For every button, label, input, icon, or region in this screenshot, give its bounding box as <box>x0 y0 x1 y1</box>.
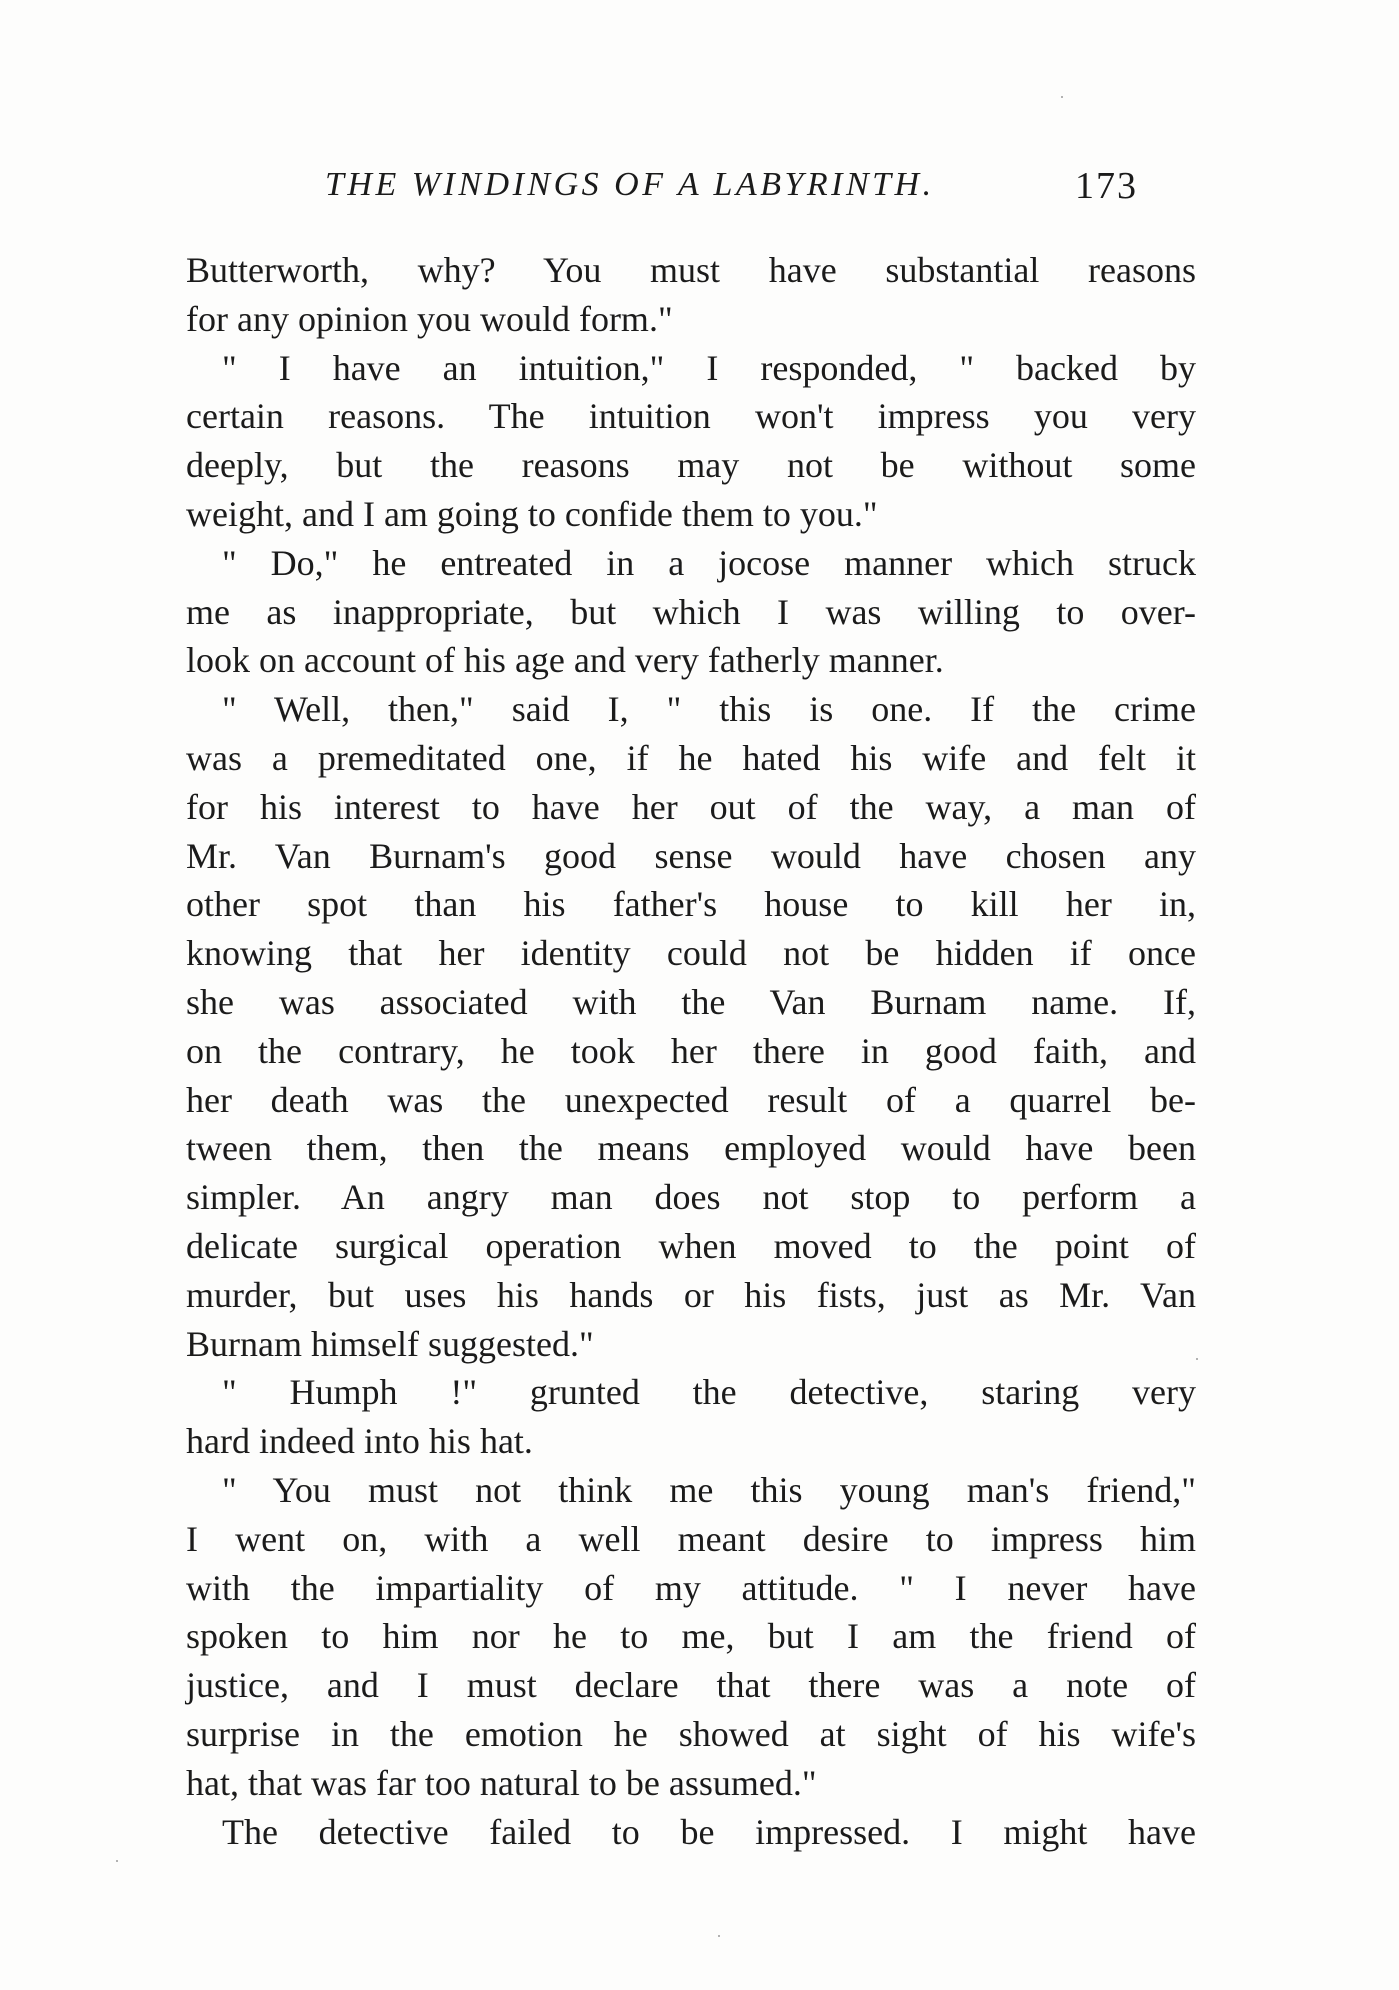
running-head-title: THE WINDINGS OF A LABYRINTH. <box>325 166 935 203</box>
text-line: I went on, with a well meant desire to impress him <box>186 1518 1196 1559</box>
text-line: The detective failed to be impressed. I might have <box>222 1811 1196 1852</box>
text-line: with the impartiality of my attitude. " I never have <box>186 1567 1196 1608</box>
text-line: for any opinion you would form." <box>186 298 673 339</box>
text-line: weight, and I am going to confide them to you." <box>186 493 878 534</box>
text-line: Butterworth, why? You must have substantial reasons <box>186 250 1196 290</box>
text-line: other spot than his father's house to kill her in, <box>186 884 1196 925</box>
text-line: " You must not think me this young man's friend," <box>222 1469 1196 1510</box>
paper-speck <box>1061 96 1063 98</box>
text-line: surprise in the emotion he showed at sight of his wife's <box>186 1713 1196 1754</box>
text-line: " Do," he entreated in a jocose manner which struck <box>222 542 1196 583</box>
page-number: 173 <box>1075 165 1138 207</box>
text-line: her death was the unexpected result of a quarrel be- <box>186 1079 1196 1120</box>
text-line: me as inappropriate, but which I was willing to over- <box>186 591 1196 632</box>
running-head <box>325 158 1225 218</box>
text-line: she was associated with the Van Burnam name. If, <box>186 981 1196 1022</box>
paper-speck <box>116 1860 118 1862</box>
text-line: Burnam himself suggested." <box>186 1323 594 1364</box>
body-text <box>186 246 1196 1856</box>
text-line: delicate surgical operation when moved to the point of <box>186 1225 1196 1266</box>
text-line: look on account of his age and very fatherly manner. <box>186 640 944 681</box>
text-line: " I have an intuition," I responded, " backed by <box>222 347 1196 388</box>
paper-speck <box>718 1935 720 1937</box>
text-line: spoken to him nor he to me, but I am the friend of <box>186 1616 1196 1657</box>
text-line: murder, but uses his hands or his fists, just as Mr. Van <box>186 1274 1196 1315</box>
text-line: hat, that was far too natural to be assumed." <box>186 1762 817 1803</box>
text-line: " Humph !" grunted the detective, staring very <box>222 1372 1196 1413</box>
text-line: certain reasons. The intuition won't impress you very <box>186 396 1196 437</box>
text-line: on the contrary, he took her there in good faith, and <box>186 1030 1196 1071</box>
text-line: was a premeditated one, if he hated his wife and felt it <box>186 737 1196 778</box>
text-line: tween them, then the means employed would have been <box>186 1128 1196 1169</box>
text-line: Mr. Van Burnam's good sense would have chosen any <box>186 835 1196 876</box>
text-line: " Well, then," said I, " this is one. If the crime <box>222 689 1196 730</box>
text-line: hard indeed into his hat. <box>186 1421 533 1462</box>
text-line: for his interest to have her out of the way, a man of <box>186 786 1196 827</box>
text-line: simpler. An angry man does not stop to perform a <box>186 1177 1196 1218</box>
paper-speck <box>1196 1358 1198 1360</box>
text-line: justice, and I must declare that there was a note of <box>186 1665 1196 1706</box>
text-line: deeply, but the reasons may not be without some <box>186 445 1196 486</box>
text-line: knowing that her identity could not be hidden if once <box>186 933 1196 974</box>
